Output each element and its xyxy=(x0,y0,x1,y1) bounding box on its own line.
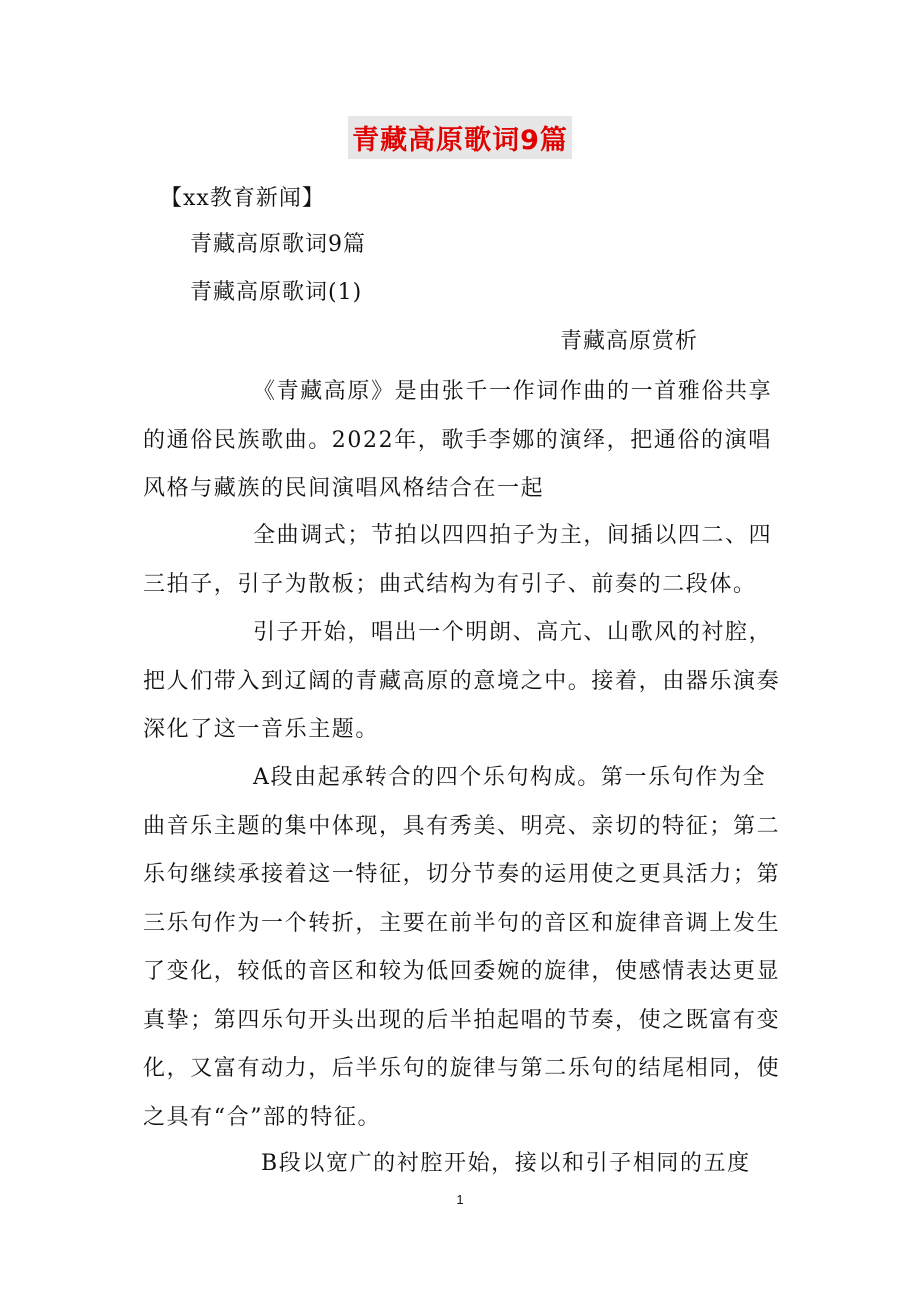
document-title: 青藏高原歌词9篇 xyxy=(348,116,572,159)
subtitle-line: 青藏高原歌词9篇 xyxy=(190,232,366,257)
paragraph-section-b: B段以宽广的衬腔开始，接以和引子相同的五度 xyxy=(261,1151,751,1176)
paragraph-intro: 《青藏高原》是由张千一作词作曲的一首雅俗共享的通俗民族歌曲。2022年，歌手李娜的演绎，把通俗的演唱风格与藏族的民间演唱风格结合在一起 xyxy=(143,379,773,501)
paragraph-structure: 全曲调式；节拍以四四拍子为主，间插以四二、四三拍子，引子为散板；曲式结构为有引子、前奏的二段体。 xyxy=(143,523,773,597)
section-title: 青藏高原歌词(1) xyxy=(190,280,363,305)
page-number: 1 xyxy=(456,1192,464,1207)
paragraph-intro-section: 引子开始，唱出一个明朗、高亢、山歌风的衬腔，把人们带入到辽阔的青藏高原的意境之中。接着，由器乐演奏深化了这一音乐主题。 xyxy=(143,620,781,742)
document-title-wrap xyxy=(0,116,920,159)
paragraph-section-a: A段由起承转合的四个乐句构成。第一乐句作为全曲音乐主题的集中体现，具有秀美、明亮、亲切的特征；第二乐句继续承接着这一特征，切分节奏的运用使之更具活力；第三乐句作为一个转折，主要在前半句的音区和旋律音调上发生了变化，较低的音区和较为低回委婉的旋律，使感情表达更显真挚；第四乐句开头出现的后半拍起唱的节奏，使之既富有变化，又富有动力，后半乐句的旋律与第二乐句的结尾相同，使之具有“合”部的特征。 xyxy=(143,765,781,1130)
analysis-heading: 青藏高原赏析 xyxy=(560,329,699,354)
source-line: 【xx教育新闻】 xyxy=(160,186,325,211)
